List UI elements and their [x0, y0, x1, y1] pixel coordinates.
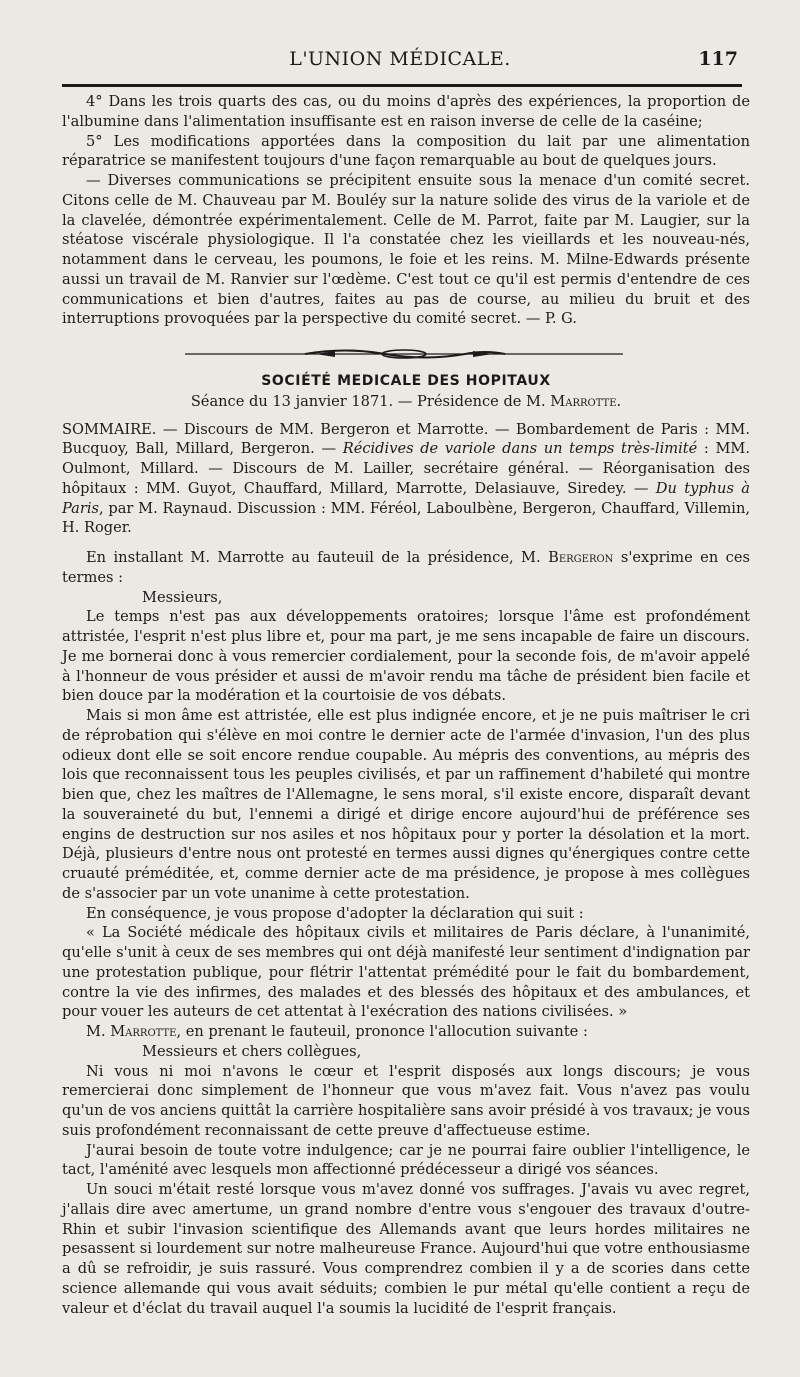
speech2-paragraph-2: J'aurai besoin de toute votre indulgence; car je ne pourrai faire oublier l'intelligence, le tact, l'aménité avec lesquels mon affectionné prédécesseur a dirigé vos séances.	[62, 1141, 750, 1179]
sommaire-text-e: , par M. Raynaud. Discussion : MM. Féréol, Laboulbène, Bergeron, Chauffard, Villemin, H. Roger.	[62, 499, 750, 537]
speech2-paragraph-1: Ni vous ni moi n'avons le cœur et l'esprit disposés aux longs discours; je vous remercierai donc simplement de l'honneur que vous m'avez fait. Vous n'avez pas voulu qu'un de vos anciens quittât la carrière hospitalière sans avoir présidé à vos travaux; je vous suis profondément reconnaissant de cette preuve d'affectueuse estime.	[62, 1062, 750, 1139]
page-header	[60, 46, 740, 76]
header-rule	[62, 84, 742, 87]
paragraph-communications: — Diverses communications se précipitent ensuite sous la menace d'un comité secret. Citons celle de M. Chauveau par M. Bouléy sur la nature solide des virus de la variole et de la clavelée, démontrée expérimentalement. Celle de M. Parrot, faite par M. Laugier, sur la stéatose viscérale physiologique. Il l'a constatée chez les vieillards et les nouveau-nés, notamment dans le cerveau, les poumons, le foie et les reins. M. Milne-Edwards présente aussi un travail de M. Ranvier sur l'œdème. C'est tout ce qu'il est permis d'entendre de ces communications et bien d'autres, faites au pas de course, au milieu du bruit et des interruptions provoquées par la perspective du comité secret. — P. G.	[62, 172, 750, 328]
sommaire-italic-typhus: Du typhus à Paris	[62, 479, 750, 517]
salutation-collegues: Messieurs et chers collègues,	[142, 1042, 362, 1060]
declaration-paragraph: « La Société médicale des hôpitaux civils et militaires de Paris déclare, à l'unanimité, qu'elle s'unit à ceux de ses membres qui ont déjà manifesté leur sentiment d'indignation par une protestation publique, pour flétrir l'attentat prémédité pour le fait du bombardement, contre la vie des infirmes, des malades et des blessés des hôpitaux et des ambulances, et pour vouer les auteurs de cet attentat à l'exécration des nations civilisées. »	[62, 924, 750, 1021]
marrotte-prefix: M.	[86, 1023, 111, 1040]
page-number: 117	[698, 48, 738, 70]
speech-paragraph-3: En conséquence, je vous propose d'adopter la déclaration qui suit :	[86, 904, 584, 922]
install-name: Bergeron	[548, 549, 614, 566]
society-section	[62, 372, 750, 1318]
install-text-a: En installant M. Marrotte au fauteuil de la présidence, M.	[86, 549, 549, 566]
marrotte-name: Marrotte	[110, 1023, 177, 1040]
ornamental-divider	[185, 345, 623, 363]
sommaire-text-c: : MM. Oulmont, Millard. — Discours de M. Lailler, secrétaire général. — Réorganisation des hôpitaux : MM. Guyot, Chauffard, Millard, Marrotte, Delasiauve, Siredey. —	[62, 440, 750, 497]
seance-end: .	[616, 392, 622, 410]
salutation-messieurs: Messieurs,	[142, 588, 223, 606]
paragraph-albumine: 4° Dans les trois quarts des cas, ou du moins d'après des expériences, la proportion de l'albumine dans l'alimentation insuffisante est en raison inverse de celle de la caséine;	[62, 93, 750, 130]
sommaire-text-a: — Discours de MM. Bergeron et Marrotte. — Bombardement de Paris : MM. Bucquoy, Ball, Millard, Bergeron. —	[62, 420, 750, 458]
speech-paragraph-2: Mais si mon âme est attristée, elle est plus indignée encore, et je ne puis maîtriser le cri de réprobation qui s'élève en moi contre le dernier acte de l'armée d'invasion, l'un des plus odieux dont elle se soit encore rendue coupable. Au mépris des conventions, au mépris des lois que reconnaissent tous les peuples civilisés, et par un raffinement d'habileté qui montre bien que, chez les maîtres de l'Allemagne, le sens moral, s'il existe encore, disparaît devant la souveraineté du but, l'ennemi a dirigé et dirige encore aujourd'hui de préférence ses engins de destruction sur nos asiles et nos hôpitaux pour y porter la désolation et la mort. Déjà, plusieurs d'entre nous ont protesté en termes aussi dignes qu'énergiques contre cette cruauté préméditée, et, comme dernier acte de ma présidence, je propose à mes collègues de s'associer par un vote unanime à cette protestation.	[62, 707, 750, 902]
speech-paragraph-1: Le temps n'est pas aux développements oratoires; lorsque l'âme est profondément attristée, l'esprit n'est plus libre et, pour ma part, je me sens incapable de faire un discours. Je me bornerai donc à vous remercier cordialement, pour la seconde fois, de m'avoir appelé à l'honneur de vous présider et aussi de m'avoir rendu ma tâche de président bien facile et bien douce par la modération et la courtoisie de vos débats.	[62, 608, 750, 705]
marrotte-text: , en prenant le fauteuil, prononce l'allocution suivante :	[176, 1023, 588, 1040]
seance-president: Marrotte	[550, 392, 617, 410]
sommaire-italic-variole: Récidives de variole dans un temps très-limité	[342, 440, 698, 458]
marrotte-paragraph	[62, 1022, 750, 1042]
running-title: L'UNION MÉDICALE.	[289, 48, 511, 70]
seance-text: Séance du 13 janvier 1871. — Présidence de M.	[190, 392, 551, 410]
sommaire	[62, 420, 750, 539]
seance-line	[62, 392, 750, 412]
install-text-b: s'exprime en ces termes :	[62, 549, 750, 586]
sommaire-label: SOMMAIRE.	[62, 420, 157, 438]
paragraph-modifications: 5° Les modifications apportées dans la composition du lait par une alimentation réparatrice se manifestent toujours d'une façon remarquable au bout de quelques jours.	[62, 132, 750, 170]
speech2-paragraph-3: Un souci m'était resté lorsque vous m'avez donné vos suffrages. J'avais vu avec regret, j'allais dire avec amertume, un grand nombre d'entre vous s'engouer des travaux d'outre-Rhin et subir l'invasion scientifique des Allemands avant que leurs hordes militaires ne pesassent si lourdement sur notre malheureuse France. Aujourd'hui que votre enthousiasme a dû se refroidir, je suis rassuré. Vous comprendrez combien il y a de scories dans cette science allemande qui vous avait séduits; combien le pur métal qu'elle contient a reçu de valeur et d'éclat du travail auquel l'a soumis la lucidité de l'esprit français.	[62, 1181, 750, 1317]
intro-text	[62, 92, 750, 329]
section-title: SOCIÉTÉ MEDICALE DES HOPITAUX	[261, 373, 551, 389]
install-paragraph	[62, 548, 750, 588]
